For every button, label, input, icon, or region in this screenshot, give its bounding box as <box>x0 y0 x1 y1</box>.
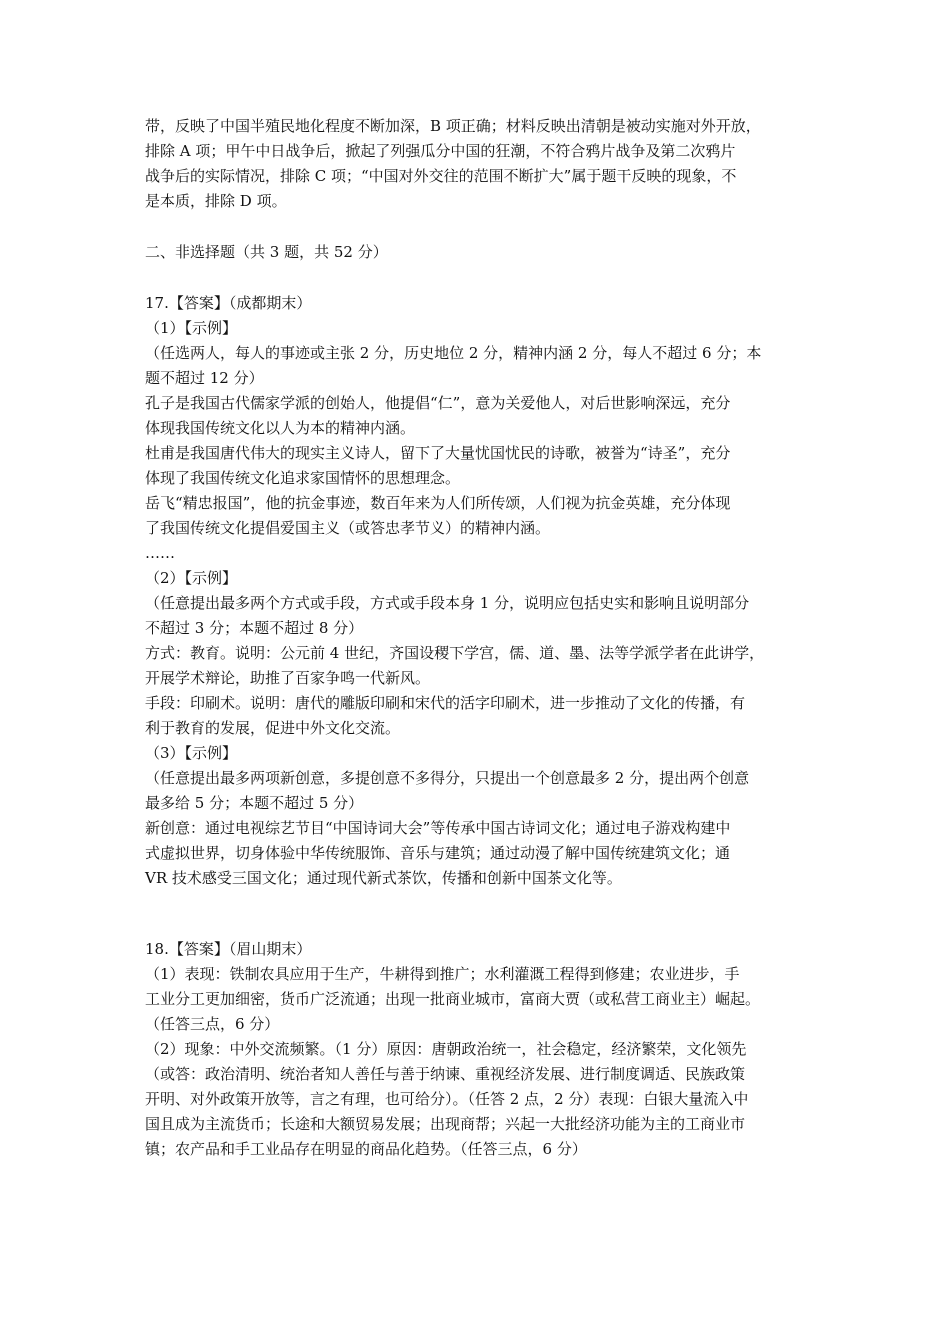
answer-line: 了我国传统文化提倡爱国主义（或答忠孝节义）的精神内涵。 <box>145 519 551 537</box>
answer-line: （2）现象：中外交流频繁。（1 分）原因：唐朝政治统一，社会稳定，经济繁荣，文化领先 <box>145 1040 747 1058</box>
question-title: 18.【答案】（眉山期末） <box>145 940 312 958</box>
intro-line: 是本质，排除 D 项。 <box>145 192 287 210</box>
answer-line: （任选两人，每人的事迹或主张 2 分，历史地位 2 分，精神内涵 2 分，每人不超过 6 分；本 <box>145 344 762 362</box>
answer-line: （任意提出最多两项新创意，多提创意不多得分，只提出一个创意最多 2 分，提出两个创意 <box>145 769 750 787</box>
intro-paragraph <box>145 114 815 214</box>
answer-line: 镇；农产品和手工业品存在明显的商品化趋势。（任答三点，6 分） <box>145 1140 587 1158</box>
question-17 <box>145 291 815 891</box>
answer-line: （2）【示例】 <box>145 569 238 587</box>
answer-line: 岳飞“精忠报国”，他的抗金事迹，数百年来为人们所传颂，人们视为抗金英雄，充分体现 <box>145 494 731 512</box>
answer-line: （任答三点，6 分） <box>145 1015 280 1033</box>
answer-line: VR 技术感受三国文化；通过现代新式茶饮，传播和创新中国茶文化等。 <box>145 869 622 887</box>
answer-line: 国且成为主流货币；长途和大额贸易发展；出现商帮；兴起一大批经济功能为主的工商业市 <box>145 1115 746 1133</box>
question-title: 17.【答案】（成都期末） <box>145 294 312 312</box>
answer-line: 开明、对外政策开放等，言之有理，也可给分）。（任答 2 点，2 分）表现：白银大量流入中 <box>145 1090 749 1108</box>
answer-line: 最多给 5 分；本题不超过 5 分） <box>145 794 364 812</box>
answer-line: （任意提出最多两个方式或手段，方式或手段本身 1 分，说明应包括史实和影响且说明部分 <box>145 594 750 612</box>
answer-line: 方式：教育。说明：公元前 4 世纪，齐国设稷下学宫，儒、道、墨、法等学派学者在此讲学， <box>145 644 765 662</box>
answer-line: 利于教育的发展，促进中外文化交流。 <box>145 719 401 737</box>
answer-line: （1）【示例】 <box>145 319 238 337</box>
intro-line: 排除 A 项；甲午中日战争后，掀起了列强瓜分中国的狂潮，不符合鸦片战争及第二次鸦片 <box>145 142 736 160</box>
answer-line: 手段：印刷术。说明：唐代的雕版印刷和宋代的活字印刷术，进一步推动了文化的传播，有 <box>145 694 746 712</box>
answer-line: 题不超过 12 分） <box>145 369 264 387</box>
question-18 <box>145 937 815 1162</box>
answer-line: 孔子是我国古代儒家学派的创始人，他提倡“仁”，意为关爱他人，对后世影响深远，充分 <box>145 394 731 412</box>
intro-line: 战争后的实际情况，排除 C 项；“中国对外交往的范围不断扩大”属于题干反映的现象，不 <box>145 167 737 185</box>
answer-line: 不超过 3 分；本题不超过 8 分） <box>145 619 364 637</box>
answer-line: （1）表现：铁制农具应用于生产，牛耕得到推广；水利灌溉工程得到修建；农业进步，手 <box>145 965 740 983</box>
answer-line: 体现了我国传统文化追求家国情怀的思想理念。 <box>145 469 461 487</box>
answer-line: 体现我国传统文化以人为本的精神内涵。 <box>145 419 416 437</box>
answer-line: 工业分工更加细密，货币广泛流通；出现一批商业城市，富商大贾（或私营工商业主）崛起。 <box>145 990 761 1008</box>
answer-line: 新创意：通过电视综艺节目“中国诗词大会”等传承中国古诗词文化；通过电子游戏构建中 <box>145 819 731 837</box>
answer-line: 式虚拟世界，切身体验中华传统服饰、音乐与建筑；通过动漫了解中国传统建筑文化；通 <box>145 844 731 862</box>
intro-line: 带，反映了中国半殖民地化程度不断加深，B 项正确；材料反映出清朝是被动实施对外开放， <box>145 117 761 135</box>
answer-line: （3）【示例】 <box>145 744 238 762</box>
ellipsis: …… <box>145 544 175 562</box>
answer-line: 开展学术辩论，助推了百家争鸣一代新风。 <box>145 669 431 687</box>
answer-line: （或答：政治清明、统治者知人善任与善于纳谏、重视经济发展、进行制度调适、民族政策 <box>145 1065 746 1083</box>
section-heading: 二、非选择题（共 3 题，共 52 分） <box>145 243 388 261</box>
answer-line: 杜甫是我国唐代伟大的现实主义诗人，留下了大量忧国忧民的诗歌，被誉为“诗圣”，充分 <box>145 444 731 462</box>
